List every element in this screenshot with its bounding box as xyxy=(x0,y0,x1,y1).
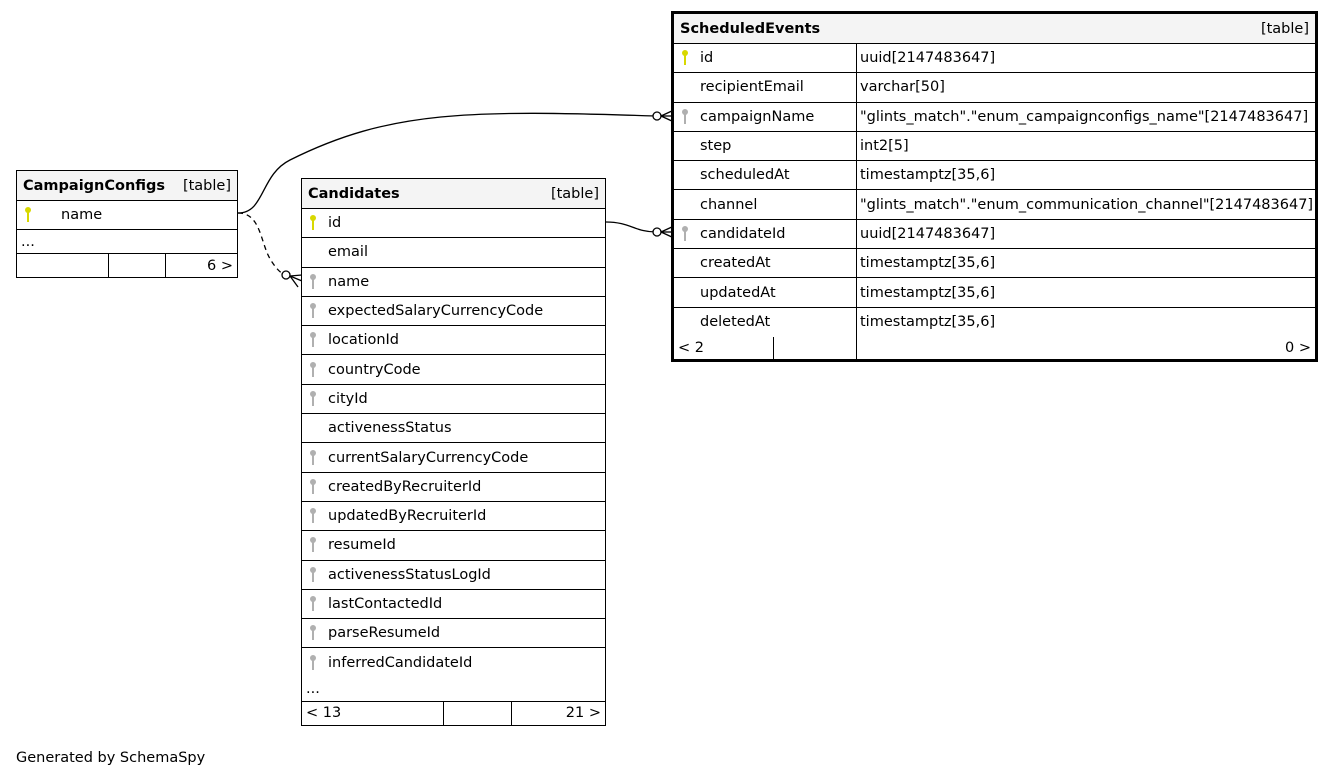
column-type: "glints_match"."enum_communication_channel"[2147483647] xyxy=(856,190,1315,218)
column-name: activenessStatus xyxy=(328,420,452,437)
table-footer xyxy=(302,702,605,725)
column-row[interactable] xyxy=(302,209,605,238)
column-name: countryCode xyxy=(328,361,421,378)
primary-key-icon xyxy=(302,213,324,233)
column-name: deletedAt xyxy=(700,314,771,331)
column-row[interactable] xyxy=(674,220,1315,249)
foreign-key-icon xyxy=(302,301,324,321)
primary-key-icon xyxy=(17,205,39,225)
column-name: locationId xyxy=(328,332,400,349)
foreign-key-icon xyxy=(302,330,324,350)
foreign-key-icon xyxy=(302,594,324,614)
column-row[interactable] xyxy=(17,201,237,230)
edge-candidateid-to-candidates xyxy=(606,222,656,232)
foreign-key-icon xyxy=(302,360,324,380)
foreign-key-icon xyxy=(302,448,324,468)
table-type: [table] xyxy=(550,185,599,202)
parents-count[interactable] xyxy=(17,254,108,277)
parents-count[interactable]: < 13 xyxy=(306,705,342,722)
generated-by-note: Generated by SchemaSpy xyxy=(16,750,206,766)
children-count[interactable]: 6 > xyxy=(165,254,237,277)
edge-candidates-name-to-campaignconfigs xyxy=(238,213,286,275)
primary-key-icon xyxy=(674,48,696,68)
children-count[interactable]: 21 > xyxy=(511,702,605,725)
children-count[interactable]: 0 > xyxy=(856,337,1315,360)
column-row[interactable] xyxy=(302,648,605,677)
column-row[interactable] xyxy=(302,502,605,531)
column-row[interactable] xyxy=(302,326,605,355)
table-header xyxy=(302,179,605,209)
foreign-key-icon xyxy=(302,653,324,673)
column-name: currentSalaryCurrencyCode xyxy=(328,449,529,466)
column-row[interactable] xyxy=(302,561,605,590)
column-row[interactable] xyxy=(302,531,605,560)
column-row[interactable] xyxy=(674,73,1315,102)
column-name: email xyxy=(328,244,368,261)
column-row[interactable] xyxy=(674,190,1315,219)
table-name: Candidates xyxy=(308,185,400,202)
column-name: updatedByRecruiterId xyxy=(328,508,487,525)
column-type: uuid[2147483647] xyxy=(856,220,1315,248)
column-name: campaignName xyxy=(700,108,815,125)
column-row[interactable] xyxy=(674,103,1315,132)
column-type: uuid[2147483647] xyxy=(856,44,1315,72)
column-name: scheduledAt xyxy=(700,167,790,184)
column-type: "glints_match"."enum_campaignconfigs_name"[2147483647] xyxy=(856,103,1315,131)
column-type: timestamptz[35,6] xyxy=(856,308,1315,337)
foreign-key-icon xyxy=(302,477,324,497)
crowfoot-candidates-name xyxy=(282,271,302,287)
column-row[interactable] xyxy=(302,590,605,619)
column-name: cityId xyxy=(328,390,368,407)
more-columns: ... xyxy=(17,230,237,254)
column-row[interactable] xyxy=(302,619,605,648)
column-name: lastContactedId xyxy=(328,596,443,612)
column-row[interactable] xyxy=(302,355,605,384)
table-header xyxy=(674,14,1315,44)
foreign-key-icon xyxy=(302,389,324,409)
column-row[interactable] xyxy=(302,238,605,267)
column-name: updatedAt xyxy=(700,284,776,301)
column-type: timestamptz[35,6] xyxy=(856,278,1315,306)
column-name: inferredCandidateId xyxy=(328,655,473,672)
column-name: step xyxy=(700,138,732,155)
table-type: [table] xyxy=(1260,20,1309,37)
column-row[interactable] xyxy=(674,249,1315,278)
column-row[interactable] xyxy=(302,268,605,297)
foreign-key-icon xyxy=(302,272,324,292)
column-name: createdByRecruiterId xyxy=(328,478,482,495)
footer-middle xyxy=(773,337,856,360)
footer-middle xyxy=(443,702,511,725)
table-candidates[interactable] xyxy=(301,178,606,726)
foreign-key-icon xyxy=(302,623,324,643)
foreign-key-icon xyxy=(302,506,324,526)
column-row[interactable] xyxy=(674,132,1315,161)
column-row[interactable] xyxy=(674,44,1315,73)
column-name: recipientEmail xyxy=(700,79,804,96)
column-type: timestamptz[35,6] xyxy=(856,161,1315,189)
foreign-key-icon xyxy=(302,535,324,555)
column-name: candidateId xyxy=(700,225,786,242)
column-type: varchar[50] xyxy=(856,73,1315,101)
column-name: id xyxy=(700,50,714,67)
parents-count[interactable]: < 2 xyxy=(678,340,704,357)
table-footer xyxy=(674,337,1315,360)
column-row[interactable] xyxy=(302,385,605,414)
column-type: timestamptz[35,6] xyxy=(856,249,1315,277)
column-name: id xyxy=(328,215,342,232)
column-name: name xyxy=(328,273,370,290)
more-columns: ... xyxy=(302,678,605,702)
footer-middle xyxy=(108,254,165,277)
column-row[interactable] xyxy=(302,297,605,326)
table-name: ScheduledEvents xyxy=(680,20,821,37)
column-row[interactable] xyxy=(674,308,1315,337)
table-footer xyxy=(17,254,237,277)
column-name: activenessStatusLogId xyxy=(328,566,491,583)
column-name: channel xyxy=(700,196,758,213)
foreign-key-icon xyxy=(674,224,696,244)
table-name: CampaignConfigs xyxy=(23,177,166,194)
column-row[interactable] xyxy=(302,414,605,443)
column-row[interactable] xyxy=(674,278,1315,307)
table-header xyxy=(17,171,237,201)
column-name: expectedSalaryCurrencyCode xyxy=(328,303,544,320)
column-row[interactable] xyxy=(674,161,1315,190)
foreign-key-icon xyxy=(674,107,696,127)
table-type: [table] xyxy=(182,177,231,194)
table-scheduledevents[interactable] xyxy=(671,11,1318,362)
column-name: parseResumeId xyxy=(328,625,441,642)
column-type: int2[5] xyxy=(856,132,1315,160)
column-name: createdAt xyxy=(700,255,771,272)
column-row[interactable] xyxy=(302,443,605,472)
column-row[interactable] xyxy=(302,473,605,502)
table-campaignconfigs[interactable] xyxy=(16,170,238,278)
foreign-key-icon xyxy=(302,565,324,585)
column-name: name xyxy=(61,207,103,223)
column-name: resumeId xyxy=(328,537,396,554)
